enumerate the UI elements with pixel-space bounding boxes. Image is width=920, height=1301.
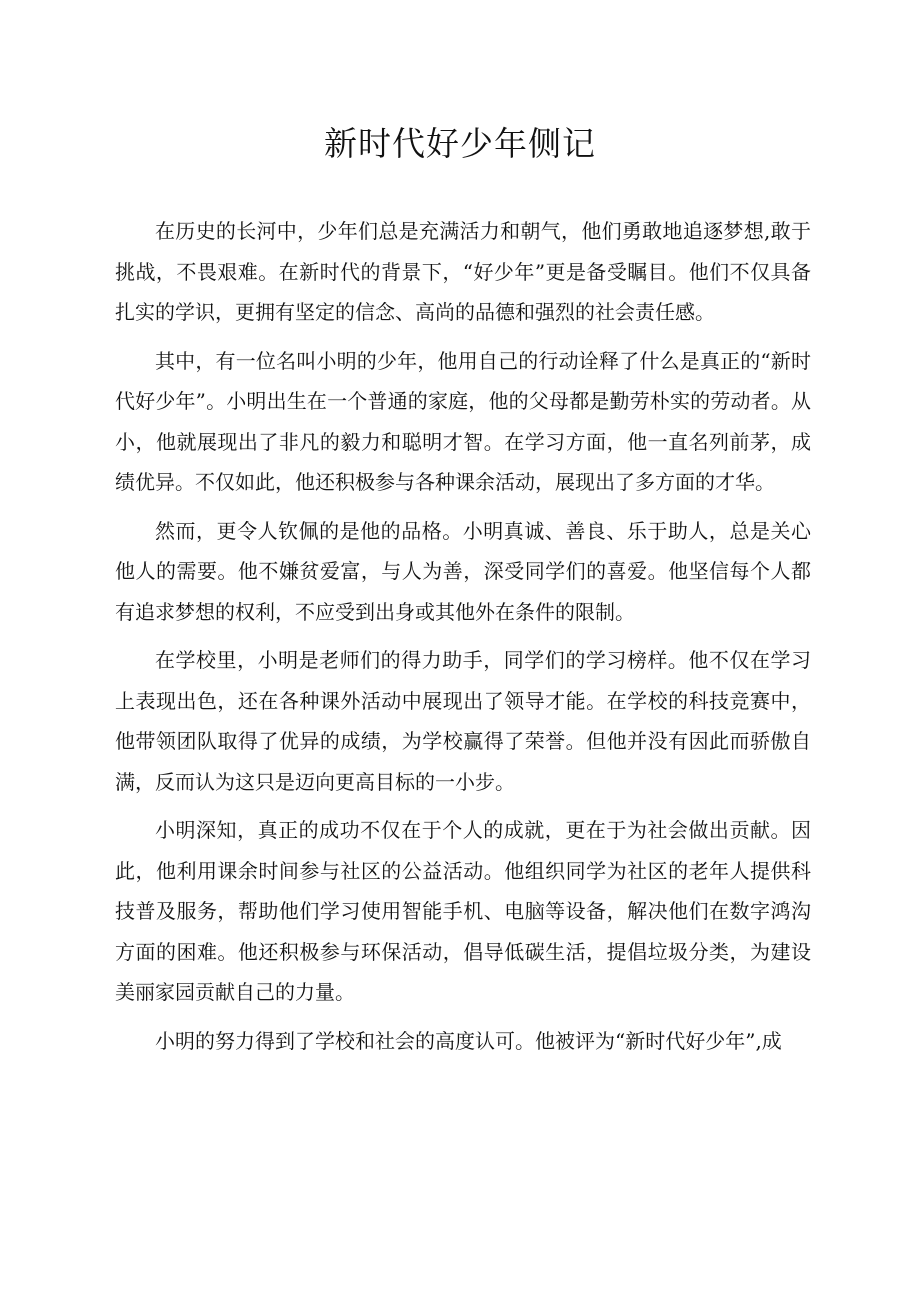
paragraph-3: 然而，更令人钦佩的是他的品格。小明真诚、善良、乐于助人，总是关心他人的需要。他不嫌贫爱富，与人为善，深受同学们的喜爱。他坚信每个人都有追求梦想的权利，不应受到出身或其他外在条件的限制。 — [115, 518, 811, 624]
document-title: 新时代好少年侧记 — [324, 124, 596, 163]
paragraph-1: 在历史的长河中，少年们总是充满活力和朝气，他们勇敢地追逐梦想,敢于挑战，不畏艰难。在新时代的背景下，“好少年”更是备受瞩目。他们不仅具备扎实的学识，更拥有坚定的信念、高尚的品德和强烈的社会责任感。 — [115, 219, 811, 324]
paragraph-5: 小明深知，真正的成功不仅在于个人的成就，更在于为社会做出贡献。因此，他利用课余时间参与社区的公益活动。他组织同学为社区的老年人提供科技普及服务，帮助他们学习使用智能手机、电脑等设备，解决他们在数字鸿沟方面的困难。他还积极参与环保活动，倡导低碳生活，提倡垃圾分类，为建设美丽家园贡献自己的力量。 — [115, 818, 811, 1004]
paragraph-4: 在学校里，小明是老师们的得力助手，同学们的学习榜样。他不仅在学习上表现出色，还在各种课外活动中展现出了领导才能。在学校的科技竞赛中，他带领团队取得了优异的成绩，为学校赢得了荣誉。但他并没有因此而骄傲自满，反而认为这只是迈向更高目标的一小步。 — [115, 648, 811, 794]
document-body — [115, 211, 811, 1069]
paragraph-2: 其中，有一位名叫小明的少年，他用自己的行动诠释了什么是真正的“新时代好少年”。小明出生在一个普通的家庭，他的父母都是勤劳朴实的劳动者。从小，他就展现出了非凡的毅力和聪明才智。在学习方面，他一直名列前茅，成绩优异。不仅如此，他还积极参与各种课余活动，展现出了多方面的才华。 — [115, 348, 811, 494]
paragraph-6: 小明的努力得到了学校和社会的高度认可。他被评为“新时代好少年”,成 — [155, 1028, 782, 1053]
